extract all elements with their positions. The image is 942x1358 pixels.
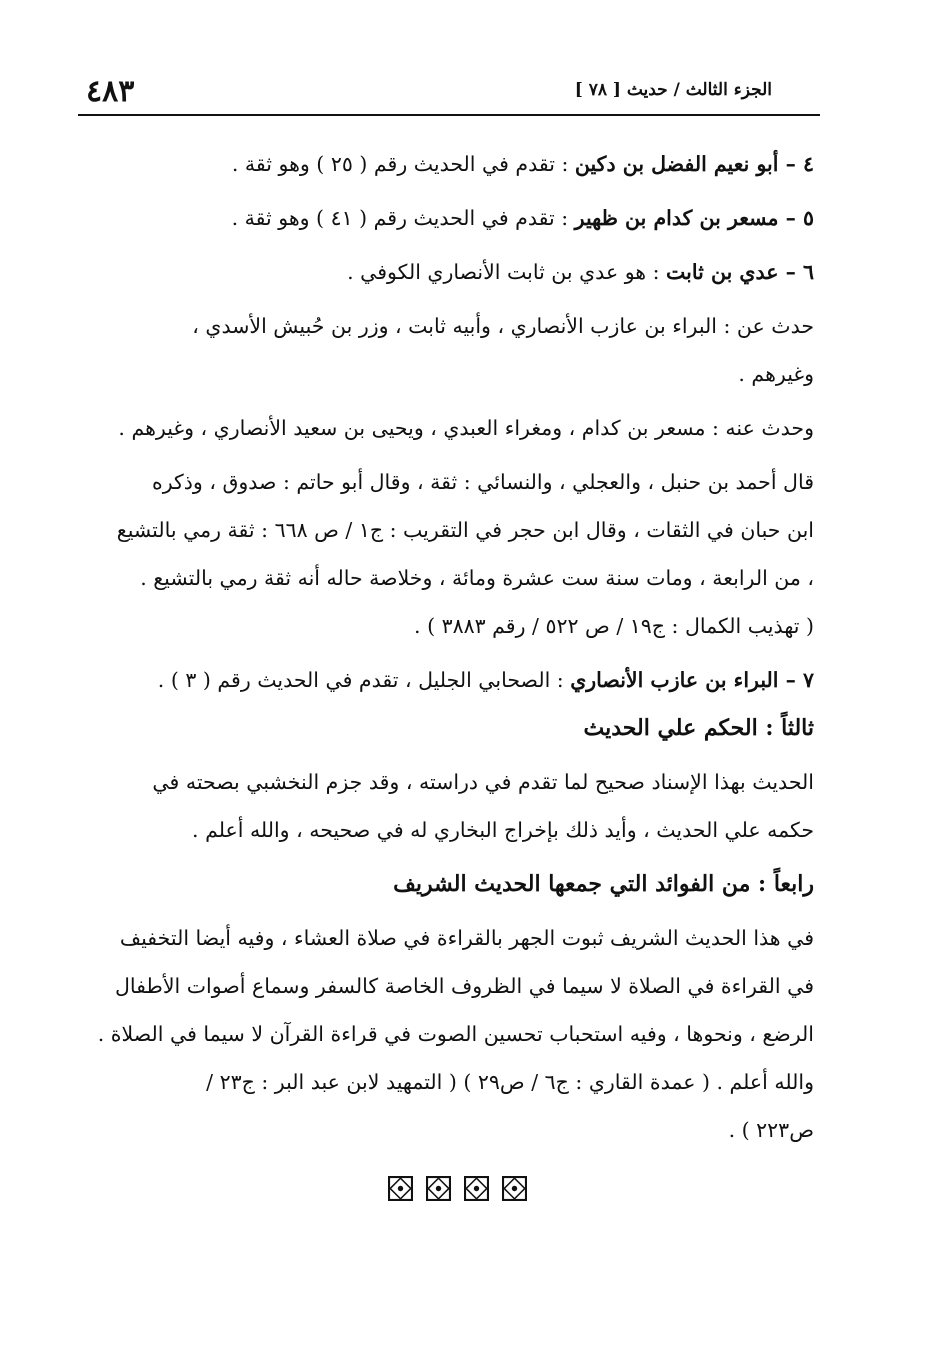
ruling-text-line: الحديث بهذا الإسناد صحيح لما تقدم في دراسته ، وقد جزم النخشبي بصحته في xyxy=(152,770,814,794)
section-heading-ruling: ثالثاً : الحكم علي الحديث xyxy=(583,715,814,741)
benefits-text-line: ص٢٢٣ ) . xyxy=(728,1118,814,1142)
narrator-note: : الصحابي الجليل ، تقدم في الحديث رقم ( ٣ ) . xyxy=(157,668,571,692)
grading-line: قال أحمد بن حنبل ، والعجلي ، والنسائي : ثقة ، وقال أبو حاتم : صدوق ، وذكره xyxy=(151,470,814,494)
narrator-name: ٦ – عدي بن ثابت xyxy=(666,260,814,284)
narrator-note: : هو عدي بن ثابت الأنصاري الكوفي . xyxy=(347,260,667,284)
section-heading-benefits: رابعاً : من الفوائد التي جمعها الحديث الشريف xyxy=(393,871,814,897)
grading-line: ، من الرابعة ، ومات سنة ست عشرة ومائة ، وخلاصة حاله أنه ثقة رمي بالتشيع . xyxy=(140,566,814,590)
grading-line: ابن حبان في الثقات ، وقال ابن حجر في التقريب : ج١ / ص ٦٦٨ : ثقة رمي بالتشيع xyxy=(116,518,814,542)
ornament-icon xyxy=(426,1176,451,1201)
page-header xyxy=(78,70,820,116)
page-number: ٤٨٣ xyxy=(86,74,135,109)
ornament-icon xyxy=(502,1176,527,1201)
narrator-name: ٧ – البراء بن عازب الأنصاري xyxy=(570,668,814,692)
benefits-text-line: في هذا الحديث الشريف ثبوت الجهر بالقراءة في صلاة العشاء ، وفيه أيضا التخفيف xyxy=(119,926,814,950)
narrator-entry-5 xyxy=(82,194,814,242)
narrator-note: : تقدم في الحديث رقم ( ٢٥ ) وهو ثقة . xyxy=(231,152,575,176)
ruling-text-line: حكمه علي الحديث ، وأيد ذلك بإخراج البخاري له في صحيحه ، والله أعلم . xyxy=(192,818,814,842)
narrator-name: ٥ – مسعر بن كدام بن ظهير xyxy=(574,206,814,230)
ornament-icon xyxy=(464,1176,489,1201)
benefits-text-line: والله أعلم . ( عمدة القاري : ج٦ / ص٢٩ ) ( التمهيد لابن عبد البر : ج٢٣ / xyxy=(206,1070,814,1094)
narrator-note: : تقدم في الحديث رقم ( ٤١ ) وهو ثقة . xyxy=(231,206,575,230)
narrated-by-line: وحدث عنه : مسعر بن كدام ، ومغراء العبدي ، ويحيى بن سعيد الأنصاري ، وغيرهم . xyxy=(118,416,814,440)
running-title: الجزء الثالث / حديث [ ٧٨ ] xyxy=(574,80,772,100)
benefits-text-line: الرضع ، ونحوها ، وفيه استحباب تحسين الصوت في قراءة القرآن لا سيما في الصلاة . xyxy=(97,1022,814,1046)
narrator-entry-6 xyxy=(82,248,814,296)
narrated-from-line: وغيرهم . xyxy=(738,362,814,386)
end-ornaments xyxy=(388,1176,527,1201)
narrator-entry-7 xyxy=(82,656,814,704)
source-citation: ( تهذيب الكمال : ج١٩ / ص ٥٢٢ / رقم ٣٨٨٣ ) . xyxy=(414,614,814,638)
narrator-name: ٤ – أبو نعيم الفضل بن دكين xyxy=(574,152,814,176)
page-body xyxy=(82,140,814,1154)
benefits-text-line: في القراءة في الصلاة لا سيما في الظروف الخاصة كالسفر وسماع أصوات الأطفال xyxy=(115,974,814,998)
narrated-from-line: حدث عن : البراء بن عازب الأنصاري ، وأبيه ثابت ، وزر بن حُبيش الأسدي ، xyxy=(192,314,814,338)
ornament-icon xyxy=(388,1176,413,1201)
narrator-entry-4 xyxy=(82,140,814,188)
